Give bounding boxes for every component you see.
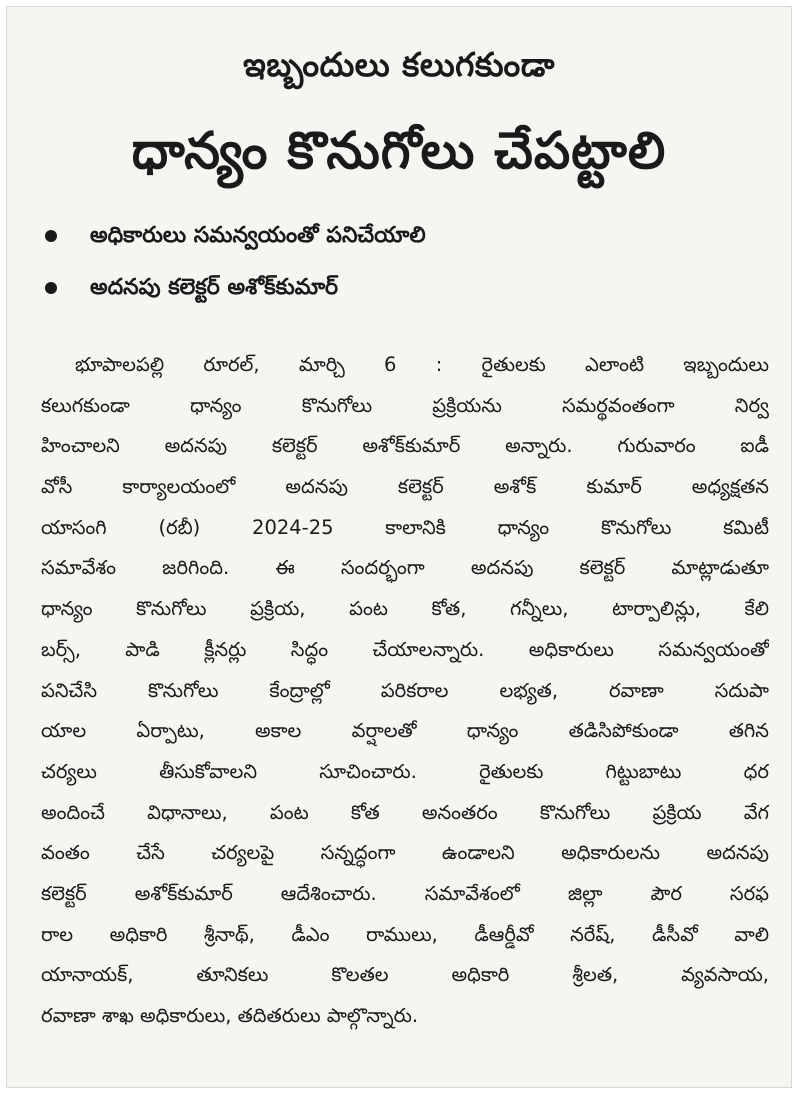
body-line: కలెక్టర్ అశోక్‌కుమార్ ఆదేశించారు. సమావేశంలో జిల్లా పౌర సరఫ — [41, 881, 769, 905]
article-highlights — [45, 211, 426, 315]
bullet-icon — [45, 230, 57, 242]
article-kicker: ఇబ్బందులు కలుగకుండా — [243, 45, 555, 84]
body-line: యాసంగి (రబీ) 2024-25 కాలానికి ధాన్యం కొనుగోలు కమిటీ — [41, 515, 769, 539]
body-line: అందించే విధానాలు, పంట కోత అనంతరం కొనుగోలు ప్రక్రియ వేగ — [41, 800, 769, 824]
article-body — [41, 345, 769, 1037]
highlight-text: అధికారులు సమన్వయంతో పనిచేయాలి — [90, 223, 426, 248]
body-line: హించాలని అదనపు కలెక్టర్ అశోక్‌కుమార్ అన్నారు. గురువారం ఐడీ — [41, 434, 769, 458]
body-line: పనిచేసి కొనుగోలు కేంద్రాల్లో పరికరాల లభ్యత, రవాణా సదుపా — [41, 678, 769, 702]
body-line: రాల అధికారి శ్రీనాథ్, డీఎం రాములు, డీఆర్డీవో నరేష్, డీసీవో వాలి — [41, 922, 769, 946]
body-line: వంతం చేసే చర్యలపై సన్నద్ధంగా ఉండాలని అధికారులను అదనపు — [41, 841, 769, 865]
article-headline: ధాన్యం కొనుగోలు చేపట్టాలి — [131, 122, 667, 181]
highlight-item — [45, 263, 426, 315]
highlight-item — [45, 211, 426, 263]
body-line: సమావేశం జరిగింది. ఈ సందర్భంగా అదనపు కలెక్టర్ మాట్లాడుతూ — [41, 556, 769, 580]
body-line: బర్స్, పాడి క్లీనర్లు సిద్ధం చేయాలన్నారు. అధికారులు సమన్వయంతో — [41, 637, 769, 661]
body-line: యాల ఏర్పాటు, అకాల వర్షాలతో ధాన్యం తడిసిపోకుండా తగిన — [41, 719, 769, 743]
news-clipping — [6, 6, 792, 1088]
body-line: రవాణా శాఖ అధికారులు, తదితరులు పాల్గొన్నారు. — [41, 1004, 419, 1027]
body-line: భూపాలపల్లి రూరల్, మార్చి 6 : రైతులకు ఎలాంటి ఇబ్బందులు — [75, 353, 769, 376]
highlight-text: అదనపు కలెక్టర్ అశోక్‌కుమార్ — [90, 275, 339, 300]
body-line: యానాయక్, తూనికలు కొలతల అధికారి శ్రీలత, వ్యవసాయ, — [41, 963, 769, 987]
body-line: చర్యలు తీసుకోవాలని సూచించారు. రైతులకు గిట్టుబాటు ధర — [41, 759, 769, 783]
bullet-icon — [45, 282, 57, 294]
body-line: ధాన్యం కొనుగోలు ప్రక్రియ, పంట కోత, గన్నీలు, టార్పాలిన్లు, కేలి — [41, 597, 769, 621]
body-line: కలుగకుండా ధాన్యం కొనుగోలు ప్రక్రియను సమర్థవంతంగా నిర్వ — [41, 393, 769, 417]
body-line: వోసీ కార్యాలయంలో అదనపు కలెక్టర్ అశోక్ కుమార్ అధ్యక్షతన — [41, 475, 769, 499]
